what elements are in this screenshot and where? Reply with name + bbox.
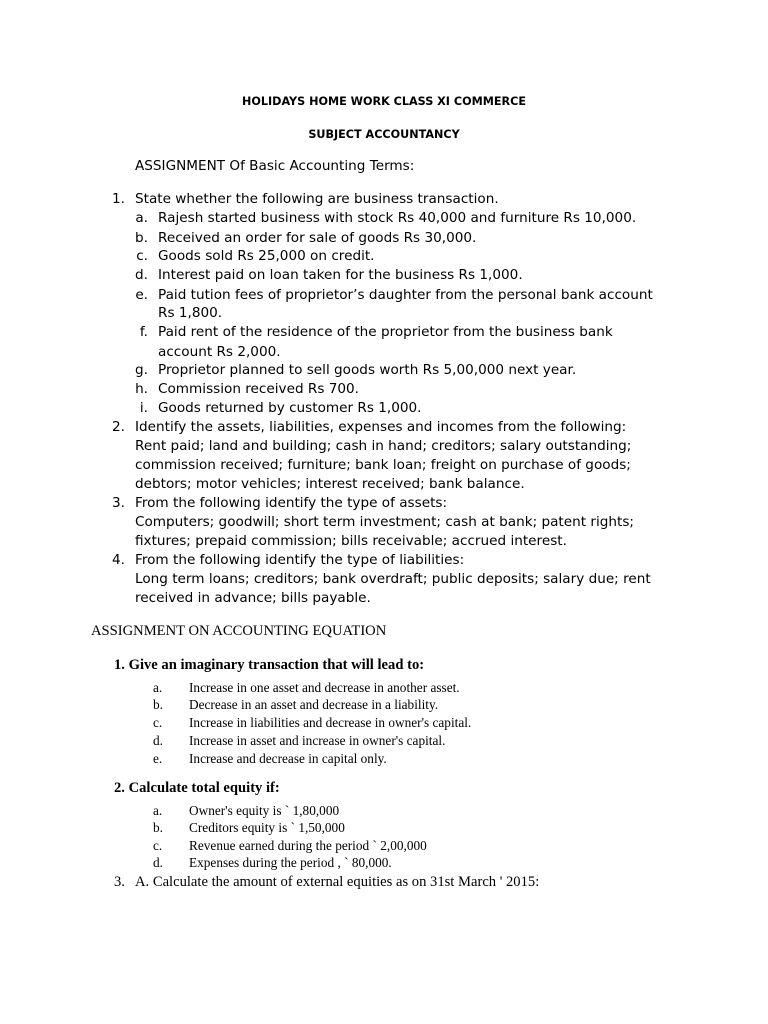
q2-line: commission received; furniture; bank loan; freight on purchase of goods; bbox=[135, 457, 631, 473]
list-item-label: b. bbox=[135, 230, 148, 246]
list-item-continuation: Rs 1,800. bbox=[158, 305, 223, 321]
list-item: Creditors equity is ` 1,50,000 bbox=[189, 820, 345, 835]
q4-line: Long term loans; creditors; bank overdraft; public deposits; salary due; rent bbox=[135, 571, 651, 587]
list-item-label: a. bbox=[153, 803, 163, 818]
list-item: Revenue earned during the period ` 2,00,000 bbox=[189, 838, 427, 853]
q2-line: debtors; motor vehicles; interest received; bank balance. bbox=[135, 476, 525, 492]
q2-line: Identify the assets, liabilities, expenses and incomes from the following: bbox=[135, 419, 627, 435]
list-item-label: a. bbox=[153, 680, 163, 695]
list-item-label: h. bbox=[135, 381, 148, 397]
q3-line: Computers; goodwill; short term investment; cash at bank; patent rights; bbox=[135, 514, 634, 530]
eq-q3-text: A. Calculate the amount of external equities as on 31st March ' 2015: bbox=[135, 874, 540, 890]
eq-q2-text: 2. Calculate total equity if: bbox=[114, 780, 280, 796]
q1-number: 1. bbox=[112, 191, 125, 207]
list-item-label: c. bbox=[153, 838, 163, 853]
q3-line: From the following identify the type of assets: bbox=[135, 495, 448, 511]
list-item: Goods returned by customer Rs 1,000. bbox=[158, 400, 422, 416]
list-item: Owner's equity is ` 1,80,000 bbox=[189, 803, 340, 818]
list-item-label: c. bbox=[153, 715, 163, 730]
eq-q3-number: 3. bbox=[114, 874, 125, 890]
list-item-label: g. bbox=[135, 362, 148, 378]
list-item: Commission received Rs 700. bbox=[158, 381, 360, 397]
list-item: Expenses during the period , ` 80,000. bbox=[189, 855, 392, 870]
document-title: HOLIDAYS HOME WORK CLASS XI COMMERCE bbox=[242, 95, 526, 108]
list-item-label: a. bbox=[135, 210, 148, 226]
list-item: Increase in liabilities and decrease in owner's capital. bbox=[189, 715, 472, 730]
list-item: Paid tution fees of proprietor’s daughter from the personal bank account bbox=[158, 287, 653, 303]
list-item-label: f. bbox=[139, 324, 148, 340]
q3-line: fixtures; prepaid commission; bills receivable; accrued interest. bbox=[135, 533, 567, 549]
list-item: Goods sold Rs 25,000 on credit. bbox=[158, 248, 375, 264]
eq-q1-text: 1. Give an imaginary transaction that will lead to: bbox=[114, 657, 425, 673]
list-item: Received an order for sale of goods Rs 30,000. bbox=[158, 230, 477, 246]
list-item-label: i. bbox=[139, 400, 148, 416]
list-item: Increase in one asset and decrease in another asset. bbox=[189, 680, 460, 695]
list-item-label: e. bbox=[153, 751, 163, 766]
q4-line: received in advance; bills payable. bbox=[135, 590, 371, 606]
list-item: Proprietor planned to sell goods worth Rs 5,00,000 next year. bbox=[158, 362, 577, 378]
list-item-label: e. bbox=[135, 287, 148, 303]
list-item-label: d. bbox=[135, 267, 148, 283]
q2-number: 2. bbox=[112, 419, 125, 435]
q1-text: State whether the following are business transaction. bbox=[135, 191, 499, 207]
list-item-label: d. bbox=[153, 855, 163, 870]
q3-number: 3. bbox=[112, 495, 125, 511]
q4-number: 4. bbox=[112, 552, 125, 568]
list-item-label: c. bbox=[136, 248, 148, 264]
q4-line: From the following identify the type of liabilities: bbox=[135, 552, 465, 568]
list-item-label: d. bbox=[153, 733, 163, 748]
list-item: Rajesh started business with stock Rs 40,000 and furniture Rs 10,000. bbox=[158, 210, 637, 226]
list-item-label: b. bbox=[153, 697, 163, 712]
list-item: Increase and decrease in capital only. bbox=[189, 751, 387, 766]
list-item: Interest paid on loan taken for the business Rs 1,000. bbox=[158, 267, 523, 283]
q2-line: Rent paid; land and building; cash in hand; creditors; salary outstanding; bbox=[135, 438, 632, 454]
list-item: Increase in asset and increase in owner's capital. bbox=[189, 733, 446, 748]
list-item-continuation: account Rs 2,000. bbox=[158, 344, 281, 360]
list-item: Paid rent of the residence of the proprietor from the business bank bbox=[158, 324, 613, 340]
assignment1-heading: ASSIGNMENT Of Basic Accounting Terms: bbox=[135, 158, 415, 174]
list-item: Decrease in an asset and decrease in a liability. bbox=[189, 697, 439, 712]
list-item-label: b. bbox=[153, 820, 163, 835]
subject-title: SUBJECT ACCOUNTANCY bbox=[308, 128, 460, 141]
assignment2-heading: ASSIGNMENT ON ACCOUNTING EQUATION bbox=[91, 623, 387, 639]
